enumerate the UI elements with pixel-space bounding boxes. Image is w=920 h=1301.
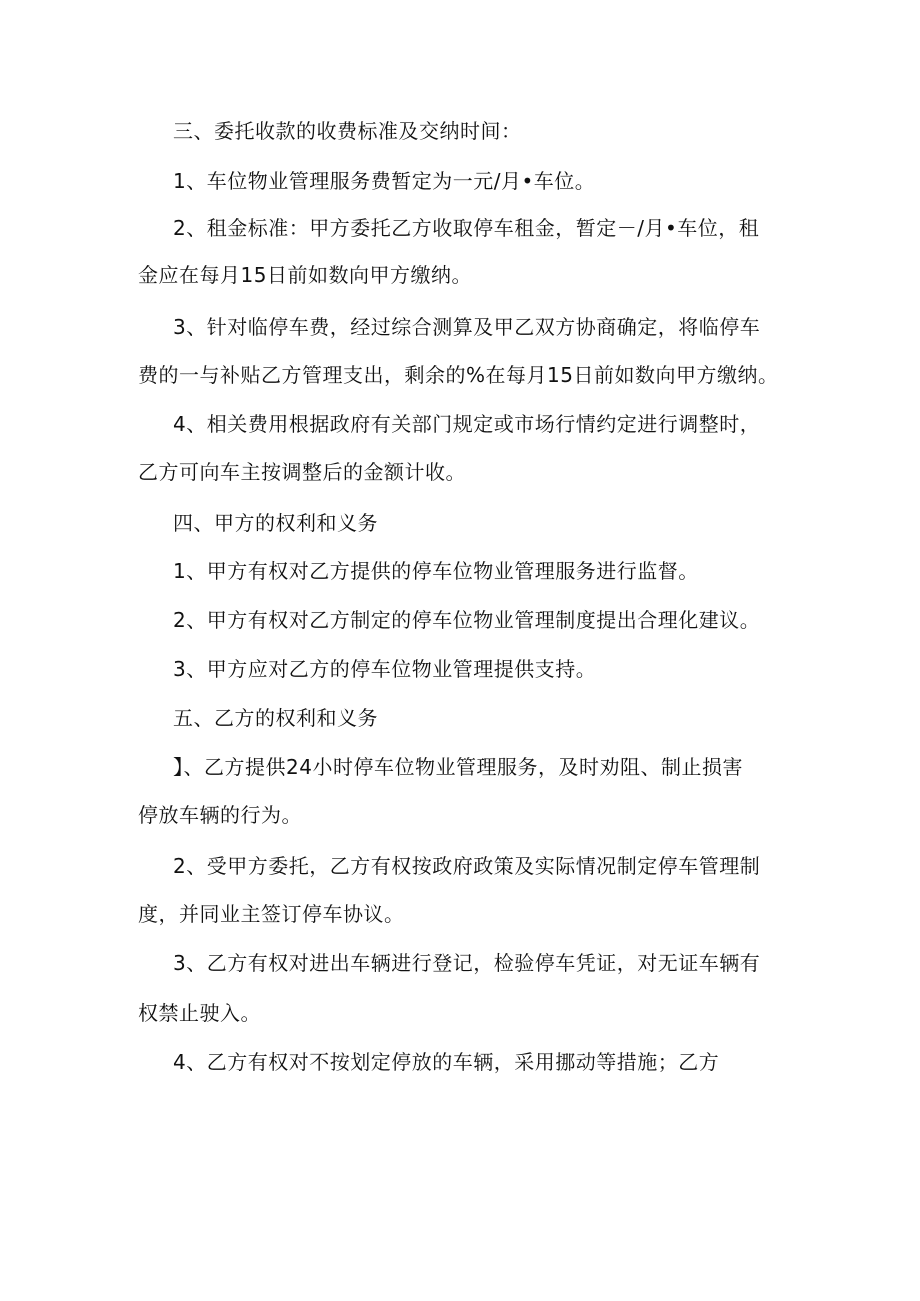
paragraph-line: 乙方可向车主按调整后的金额计收。 — [138, 460, 466, 484]
paragraph-line: 3、针对临停车费，经过综合测算及甲乙双方协商确定，将临停车 — [173, 315, 761, 339]
paragraph-line: 3、甲方应对乙方的停车位物业管理提供支持。 — [173, 657, 597, 681]
paragraph-line: 金应在每月15日前如数向甲方缴纳。 — [138, 263, 472, 287]
section-heading-4: 四、甲方的权利和义务 — [173, 511, 378, 535]
paragraph-line: 4、相关费用根据政府有关部门规定或市场行情约定进行调整时， — [173, 412, 761, 436]
section-heading-5: 五、乙方的权利和义务 — [173, 706, 378, 730]
paragraph-line: 4、乙方有权对不按划定停放的车辆，采用挪动等措施；乙方 — [173, 1050, 720, 1074]
paragraph-line: 1、车位物业管理服务费暂定为一元/月•车位。 — [173, 169, 596, 193]
paragraph-line: 3、乙方有权对进出车辆进行登记，检验停车凭证，对无证车辆有 — [173, 951, 761, 975]
paragraph-line: 费的一与补贴乙方管理支出，剩余的%在每月15日前如数向甲方缴纳。 — [138, 363, 779, 387]
paragraph-line: 2、受甲方委托，乙方有权按政府政策及实际情况制定停车管理制 — [173, 854, 761, 878]
paragraph-line: 度，并同业主签订停车协议。 — [138, 902, 405, 926]
paragraph-line: 停放车辆的行为。 — [138, 803, 302, 827]
paragraph-line: 】、乙方提供24小时停车位物业管理服务，及时劝阻、制止损害 — [173, 755, 743, 779]
paragraph-line: 2、甲方有权对乙方制定的停车位物业管理制度提出合理化建议。 — [173, 608, 761, 632]
paragraph-line: 权禁止驶入。 — [138, 1001, 261, 1025]
paragraph-line: 1、甲方有权对乙方提供的停车位物业管理服务进行监督。 — [173, 559, 699, 583]
section-heading-3: 三、委托收款的收费标准及交纳时间： — [173, 119, 522, 143]
paragraph-line: 2、租金标准：甲方委托乙方收取停车租金，暂定－/月•车位，租 — [173, 216, 760, 240]
